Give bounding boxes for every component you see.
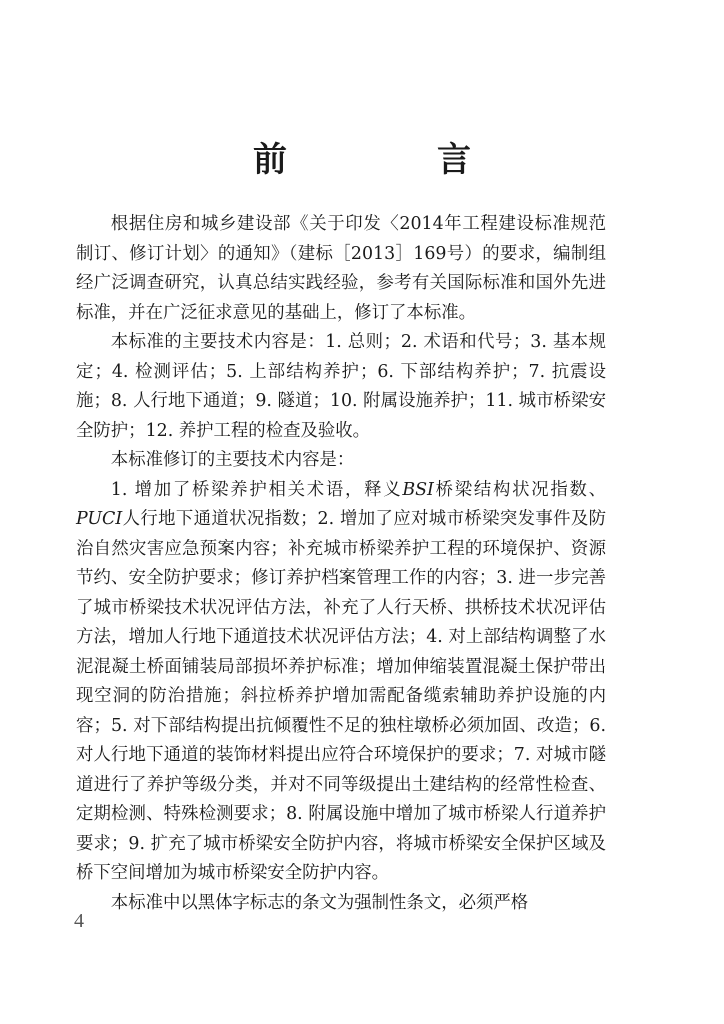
paragraph-3: 本标准修订的主要技术内容是： <box>110 450 355 470</box>
page-title: 前 言 <box>253 140 529 180</box>
paragraph-4-part-c: 人行地下通道状况指数；2. 增加了应对城市桥梁突发事件及防治自然灾害应急预案内容；补充城市桥梁养护工程的环境保护、资源节约、安全防护要求；修订养护档案管理工作的内容；3. 进一步完善了城市桥梁技术状况评估方法，补充了人行天桥、拱桥技术状况评估方法，增加人行地下通道技术状况评估方法；4. 对上部结构调整了水泥混凝土桥面铺装局部损坏养护标准；增加伸缩装置混凝土保护带出现空洞的防治措施；斜拉桥养护增加需配备缆索辅助养护设施的内容；5. 对下部结构提出抗倾覆性不足的独柱墩桥必须加固、改造；6. 对人行地下通道的装饰材料提出应符合环境保护的要求；7. 对城市隧道进行了养护等级分类，并对不同等级提出土建结构的经常性检查、定期检测、特殊检测要求；8. 附属设施中增加了城市桥梁人行道养护要求；9. 扩充了城市桥梁安全防护内容，将城市桥梁安全保护区域及桥下空间增加为城市桥梁安全防护内容。 <box>76 509 606 883</box>
bsi-term: BSI <box>402 479 434 500</box>
paragraph-2: 本标准的主要技术内容是：1. 总则；2. 术语和代号；3. 基本规定；4. 检测评估；5. 上部结构养护；6. 下部结构养护；7. 抗震设施；8. 人行地下通道；9. 隧道；10. 附属设施养护；11. 城市桥梁安全防护；12. 养护工程的检查及验收。 <box>76 332 606 441</box>
paragraph-4-part-a: 1. 增加了桥梁养护相关术语，释义 <box>110 479 403 500</box>
paragraph-4 <box>76 476 606 889</box>
page-number: 4 <box>74 910 84 932</box>
body-text <box>76 210 606 918</box>
puci-term: PUCI <box>76 509 123 529</box>
paragraph-4-part-b: 桥梁结构状况指数、 <box>433 479 606 500</box>
paragraph-5: 本标准中以黑体字标志的条文为强制性条文，必须严格 <box>110 892 529 913</box>
paragraph-1: 根据住房和城乡建设部《关于印发〈2014年工程建设标准规范制订、修订计划〉的通知》（建标［2013］169号）的要求，编制组经广泛调查研究，认真总结实践经验，参考有关国际标准和国外先进标准，并在广泛征求意见的基础上，修订了本标准。 <box>76 214 606 323</box>
